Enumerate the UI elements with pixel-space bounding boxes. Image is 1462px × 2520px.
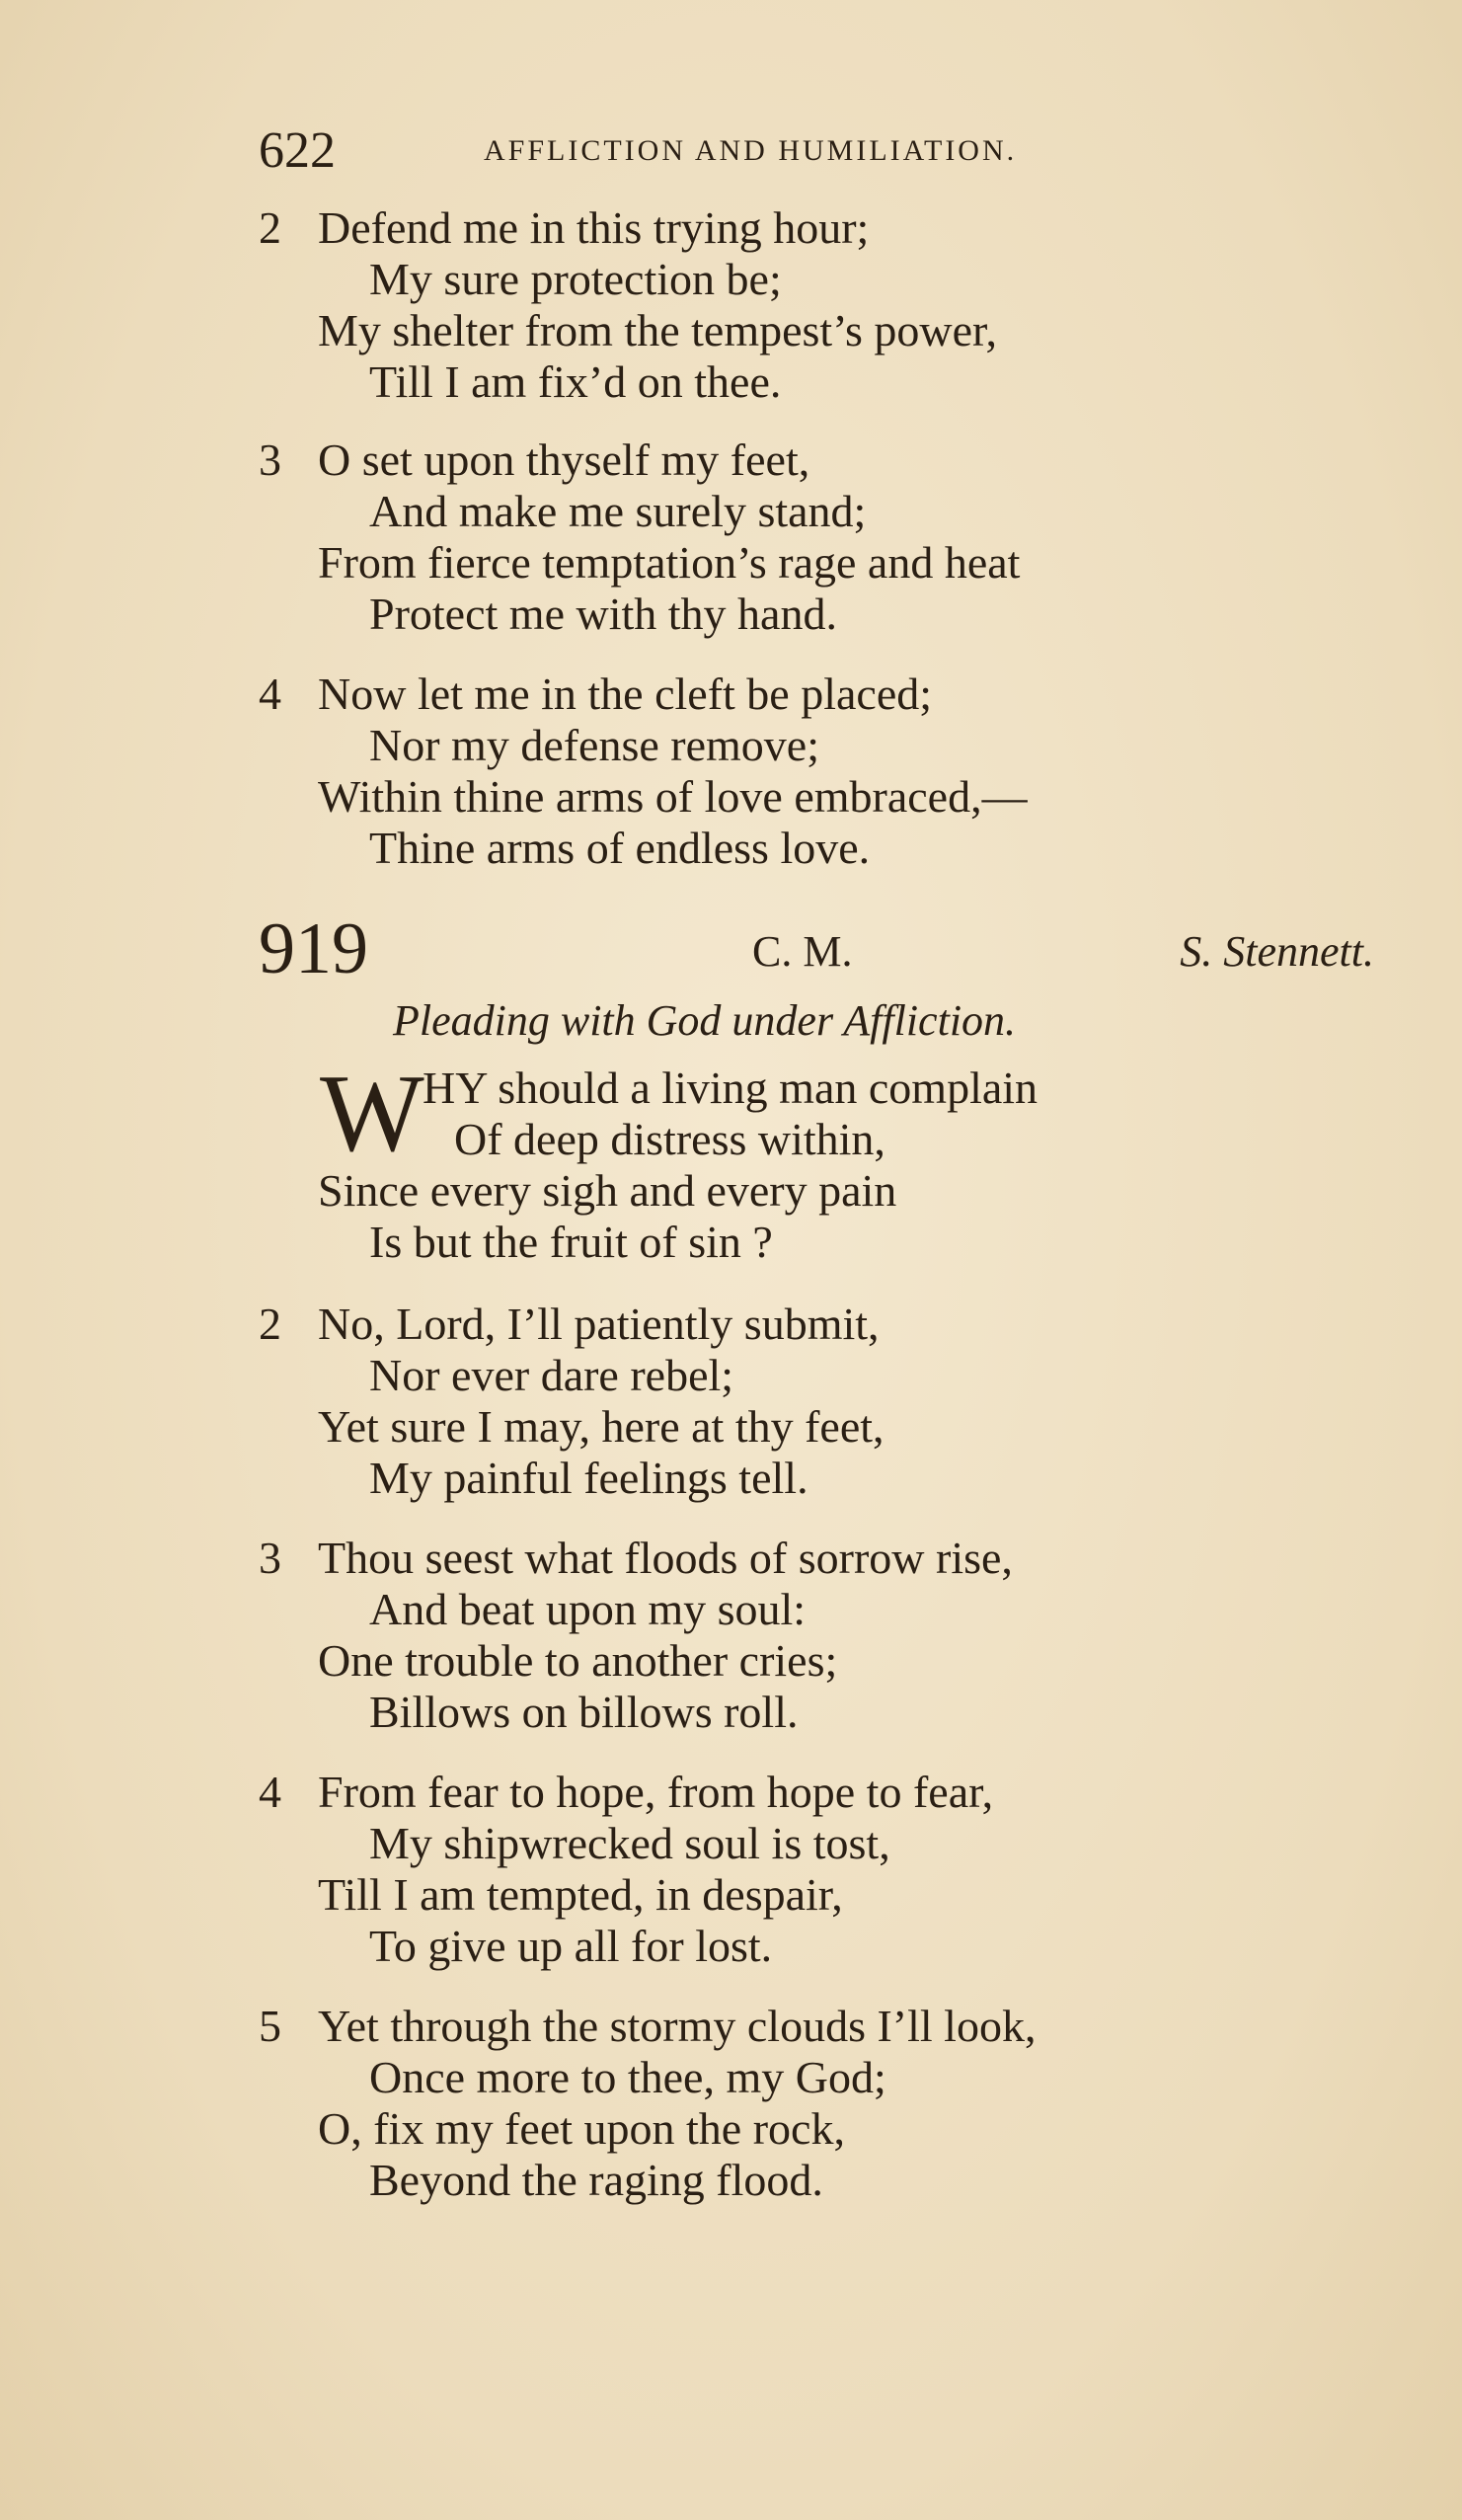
verse-line: Yet through the stormy clouds I’ll look, <box>318 2001 1037 2051</box>
stanza-number: 4 <box>259 1767 281 1817</box>
stanza-number: 5 <box>259 2001 281 2051</box>
verse-line: Since every sigh and every pain <box>318 1165 897 1216</box>
verse-line: Till I am fix’d on thee. <box>369 356 782 407</box>
running-head: AFFLICTION AND HUMILIATION. <box>484 134 1018 167</box>
verse-line: Nor my defense remove; <box>369 720 820 770</box>
verse-line: Beyond the raging flood. <box>369 2155 823 2205</box>
stanza-number: 2 <box>259 202 281 253</box>
verse-line: My sure protection be; <box>369 254 782 304</box>
verse-line: My shelter from the tempest’s power, <box>318 305 998 355</box>
hymn-author: S. Stennett. <box>1180 927 1374 976</box>
verse-line: From fear to hope, from hope to fear, <box>318 1767 994 1817</box>
drop-cap: W <box>320 1053 424 1175</box>
verse-line: Billows on billows roll. <box>369 1687 799 1737</box>
verse-line: Thine arms of endless love. <box>369 823 871 873</box>
hymn-number: 919 <box>259 908 368 989</box>
page-header <box>259 117 1246 186</box>
verse-line: Within thine arms of love embraced,— <box>318 771 1028 822</box>
verse-line: Defend me in this trying hour; <box>318 202 870 253</box>
verse-line: One trouble to another cries; <box>318 1635 838 1686</box>
verse-line: And beat upon my soul: <box>369 1584 807 1634</box>
verse-line: Is but the fruit of sin ? <box>369 1217 773 1267</box>
verse-line: To give up all for lost. <box>369 1921 773 1971</box>
verse-line: My painful feelings tell. <box>369 1453 808 1503</box>
stanza-number: 4 <box>259 669 281 719</box>
page-number: 622 <box>259 122 336 179</box>
hymn-title: Pleading with God under Affliction. <box>393 996 1017 1045</box>
verse-line: Once more to thee, my God; <box>369 2052 886 2102</box>
verse-line: Yet sure I may, here at thy feet, <box>318 1401 885 1452</box>
verse-line: No, Lord, I’ll patiently submit, <box>318 1299 880 1349</box>
verse-line: My shipwrecked soul is tost, <box>369 1818 890 1868</box>
verse-line: Protect me with thy hand. <box>369 589 837 639</box>
stanza-number: 3 <box>259 1533 281 1583</box>
stanza-number: 3 <box>259 434 281 485</box>
verse-line: From fierce temptation’s rage and heat <box>318 537 1021 588</box>
verse-line: Thou seest what floods of sorrow rise, <box>318 1533 1013 1583</box>
verse-line: Till I am tempted, in despair, <box>318 1869 843 1920</box>
verse-line: Now let me in the cleft be placed; <box>318 669 933 719</box>
stanza-number: 2 <box>259 1299 281 1349</box>
verse-line: O set upon thyself my feet, <box>318 434 810 485</box>
verse-line: Nor ever dare rebel; <box>369 1350 734 1400</box>
verse-line: O, fix my feet upon the rock, <box>318 2103 845 2154</box>
verse-line: Of deep distress within, <box>454 1114 885 1164</box>
verse-line: And make me surely stand; <box>369 486 867 536</box>
hymn-header <box>259 906 1374 995</box>
verse-line: HY should a living man complain <box>423 1063 1039 1113</box>
hymn-meter: C. M. <box>752 927 853 976</box>
